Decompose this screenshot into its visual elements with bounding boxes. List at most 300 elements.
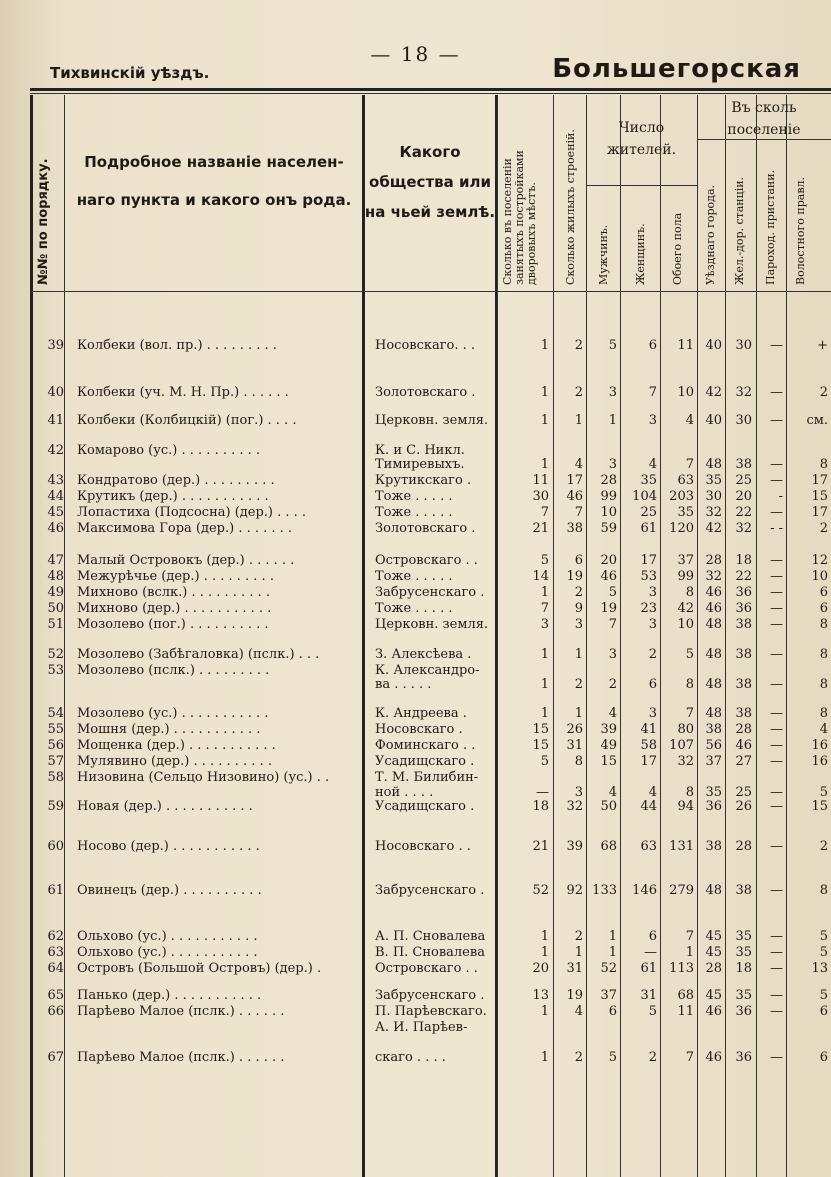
society-name: К. Александро- bbox=[375, 663, 480, 678]
cell-t: 203 bbox=[669, 489, 694, 504]
cell-r: 18 bbox=[735, 553, 752, 568]
cell-p: — bbox=[770, 647, 783, 662]
cell-m: 1 bbox=[608, 413, 617, 428]
cell-m: 20 bbox=[600, 553, 617, 568]
settlement-name: Кондратово (дер.) . . . . . . . . . bbox=[77, 473, 275, 488]
settlement-name: Межурѣчье (дер.) . . . . . . . . . bbox=[77, 569, 274, 584]
cell-m: 3 bbox=[608, 457, 617, 472]
cell-w: 4 bbox=[648, 457, 657, 472]
society-name: Носовскаго. . . bbox=[375, 338, 476, 353]
cell-t: 10 bbox=[677, 617, 694, 632]
society-name: Золотовскаго . bbox=[375, 521, 476, 536]
cell-m: 1 bbox=[608, 945, 617, 960]
cell-w: 61 bbox=[640, 521, 657, 536]
cell-u: 32 bbox=[705, 505, 722, 520]
cell-r: 28 bbox=[735, 839, 752, 854]
cell-u: 45 bbox=[705, 929, 722, 944]
cell-u: 45 bbox=[705, 945, 722, 960]
cell-b: 2 bbox=[574, 1050, 583, 1065]
cell-r: 35 bbox=[735, 988, 752, 1003]
cell-v: 17 bbox=[811, 473, 828, 488]
row-number: 54 bbox=[47, 706, 64, 721]
cell-u: 48 bbox=[705, 647, 722, 662]
society-name: В. П. Сновалева bbox=[375, 945, 485, 960]
cell-r: 18 bbox=[735, 961, 752, 976]
cell-v: 10 bbox=[811, 569, 828, 584]
cell-h: 1 bbox=[540, 585, 549, 600]
society-name: Церковн. земля. bbox=[375, 617, 489, 632]
cell-m: 4 bbox=[608, 706, 617, 721]
row-number: 65 bbox=[47, 988, 64, 1003]
cell-h: 1 bbox=[540, 413, 549, 428]
cell-b: 3 bbox=[574, 785, 583, 800]
cell-h: 7 bbox=[540, 601, 549, 616]
society-name: Островскаго . . bbox=[375, 553, 478, 568]
row-number: 63 bbox=[47, 945, 64, 960]
society-name: скаго . . . . bbox=[375, 1050, 446, 1065]
cell-v: 2 bbox=[819, 521, 828, 536]
cell-u: 46 bbox=[705, 1004, 722, 1019]
cell-p: — bbox=[770, 585, 783, 600]
top-rule-thin bbox=[30, 93, 831, 94]
cell-t: 7 bbox=[685, 1050, 694, 1065]
header-buildings: Сколько жилыхъ строеній. bbox=[564, 129, 577, 285]
settlement-name: Михново (вслк.) . . . . . . . . . . bbox=[77, 585, 270, 600]
row-number: 41 bbox=[47, 413, 64, 428]
row-number: 61 bbox=[47, 883, 64, 898]
row-number: 39 bbox=[47, 338, 64, 353]
cell-t: 35 bbox=[677, 505, 694, 520]
header-men: Мужчинъ. bbox=[597, 224, 610, 285]
cell-h: 1 bbox=[540, 677, 549, 692]
row-number: 47 bbox=[47, 553, 64, 568]
settlement-name: Мулявино (дер.) . . . . . . . . . . bbox=[77, 754, 272, 769]
cell-w: 31 bbox=[640, 988, 657, 1003]
cell-p: — bbox=[770, 413, 783, 428]
cell-m: 19 bbox=[600, 601, 617, 616]
settlement-name: Ольхово (ус.) . . . . . . . . . . . bbox=[77, 945, 258, 960]
society-name: К. и С. Никл. bbox=[375, 443, 465, 458]
cell-v: 15 bbox=[811, 489, 828, 504]
cell-t: 11 bbox=[677, 338, 694, 353]
cell-t: 63 bbox=[677, 473, 694, 488]
cell-v: 6 bbox=[819, 585, 828, 600]
row-number: 56 bbox=[47, 738, 64, 753]
cell-r: 27 bbox=[735, 754, 752, 769]
settlement-name: Колбеки (Колбицкій) (пог.) . . . . bbox=[77, 413, 297, 428]
header-society: Какого общества или на чьей землѣ. bbox=[364, 143, 496, 221]
cell-r: 35 bbox=[735, 945, 752, 960]
row-number: 52 bbox=[47, 647, 64, 662]
header-uezd: Уѣзднаго города. bbox=[704, 184, 717, 285]
row-number: 51 bbox=[47, 617, 64, 632]
cell-m: 50 bbox=[600, 799, 617, 814]
society-name: Т. М. Билибин- bbox=[375, 770, 479, 785]
cell-u: 37 bbox=[705, 754, 722, 769]
cell-u: 35 bbox=[705, 785, 722, 800]
cell-u: 40 bbox=[705, 413, 722, 428]
cell-b: 2 bbox=[574, 385, 583, 400]
cell-h: 1 bbox=[540, 457, 549, 472]
cell-v: 8 bbox=[819, 677, 828, 692]
cell-t: 131 bbox=[669, 839, 694, 854]
cell-r: 30 bbox=[735, 338, 752, 353]
cell-u: 45 bbox=[705, 988, 722, 1003]
row-number: 53 bbox=[47, 663, 64, 678]
volost-title: Большегорская bbox=[552, 54, 801, 84]
cell-v: 13 bbox=[811, 961, 828, 976]
row-number: 67 bbox=[47, 1050, 64, 1065]
society-name: ной . . . . bbox=[375, 785, 434, 800]
cell-h: 14 bbox=[532, 569, 549, 584]
cell-p: — bbox=[770, 706, 783, 721]
cell-m: 10 bbox=[600, 505, 617, 520]
cell-p: — bbox=[770, 385, 783, 400]
cell-u: 48 bbox=[705, 883, 722, 898]
cell-m: 52 bbox=[600, 961, 617, 976]
cell-r: 46 bbox=[735, 738, 752, 753]
settlement-name: Парѣево Малое (пслк.) . . . . . . bbox=[77, 1004, 285, 1019]
settlement-name: Мозолево (ус.) . . . . . . . . . . . bbox=[77, 706, 269, 721]
cell-p: — bbox=[770, 799, 783, 814]
cell-p: — bbox=[770, 785, 783, 800]
row-number: 40 bbox=[47, 385, 64, 400]
society-name: Забрусенскаго . bbox=[375, 883, 485, 898]
cell-b: 1 bbox=[574, 413, 583, 428]
cell-b: 2 bbox=[574, 338, 583, 353]
society-name: Островскаго . . bbox=[375, 961, 478, 976]
cell-u: 28 bbox=[705, 553, 722, 568]
cell-w: 4 bbox=[648, 785, 657, 800]
cell-t: 7 bbox=[685, 457, 694, 472]
cell-h: 1 bbox=[540, 929, 549, 944]
cell-h: 13 bbox=[532, 988, 549, 1003]
cell-p: — bbox=[770, 1004, 783, 1019]
cell-b: 38 bbox=[566, 521, 583, 536]
row-number: 43 bbox=[47, 473, 64, 488]
cell-t: 32 bbox=[677, 754, 694, 769]
settlement-name: Носово (дер.) . . . . . . . . . . . bbox=[77, 839, 260, 854]
row-number: 46 bbox=[47, 521, 64, 536]
cell-h: 5 bbox=[540, 553, 549, 568]
cell-w: 17 bbox=[640, 754, 657, 769]
cell-v: 8 bbox=[819, 883, 828, 898]
row-number: 62 bbox=[47, 929, 64, 944]
society-name: Тоже . . . . . bbox=[375, 569, 453, 584]
cell-u: 38 bbox=[705, 839, 722, 854]
header-vol: Волостного правл. bbox=[794, 176, 807, 285]
cell-p: — bbox=[770, 505, 783, 520]
cell-p: — bbox=[770, 883, 783, 898]
cell-r: 22 bbox=[735, 569, 752, 584]
cell-v: см. bbox=[806, 413, 828, 428]
settlement-name: Мозолево (пслк.) . . . . . . . . . bbox=[77, 663, 270, 678]
society-name: Фоминскаго . . bbox=[375, 738, 476, 753]
cell-b: 19 bbox=[566, 988, 583, 1003]
row-number: 64 bbox=[47, 961, 64, 976]
cell-r: 38 bbox=[735, 617, 752, 632]
cell-m: 46 bbox=[600, 569, 617, 584]
cell-b: 39 bbox=[566, 839, 583, 854]
cell-t: 37 bbox=[677, 553, 694, 568]
cell-w: 25 bbox=[640, 505, 657, 520]
cell-m: 4 bbox=[608, 785, 617, 800]
cell-r: 28 bbox=[735, 722, 752, 737]
cell-r: 20 bbox=[735, 489, 752, 504]
cell-p: — bbox=[770, 473, 783, 488]
cell-w: 2 bbox=[648, 1050, 657, 1065]
cell-u: 48 bbox=[705, 457, 722, 472]
cell-r: 38 bbox=[735, 706, 752, 721]
cell-t: 5 bbox=[685, 647, 694, 662]
cell-w: 146 bbox=[632, 883, 657, 898]
cell-m: 7 bbox=[608, 617, 617, 632]
cell-v: 12 bbox=[811, 553, 828, 568]
cell-m: 5 bbox=[608, 585, 617, 600]
cell-w: 7 bbox=[648, 385, 657, 400]
settlement-name: Островъ (Большой Островъ) (дер.) . bbox=[77, 961, 322, 976]
cell-b: 4 bbox=[574, 457, 583, 472]
cell-m: 37 bbox=[600, 988, 617, 1003]
cell-v: 5 bbox=[819, 945, 828, 960]
cell-w: 6 bbox=[648, 929, 657, 944]
row-number: 60 bbox=[47, 839, 64, 854]
cell-b: 2 bbox=[574, 677, 583, 692]
cell-b: 19 bbox=[566, 569, 583, 584]
cell-h: 1 bbox=[540, 945, 549, 960]
cell-t: 4 bbox=[685, 413, 694, 428]
cell-u: 35 bbox=[705, 473, 722, 488]
cell-w: 3 bbox=[648, 585, 657, 600]
cell-v: 2 bbox=[819, 385, 828, 400]
header-pier: Пароход. пристани. bbox=[764, 169, 777, 285]
cell-w: 3 bbox=[648, 413, 657, 428]
cell-r: 32 bbox=[735, 521, 752, 536]
society-name: Носовскаго . bbox=[375, 722, 463, 737]
cell-w: 104 bbox=[632, 489, 657, 504]
cell-r: 38 bbox=[735, 647, 752, 662]
cell-t: 8 bbox=[685, 677, 694, 692]
cell-t: 99 bbox=[677, 569, 694, 584]
cell-p: — bbox=[770, 961, 783, 976]
cell-w: 6 bbox=[648, 677, 657, 692]
cell-r: 22 bbox=[735, 505, 752, 520]
settlement-name: Мошня (дер.) . . . . . . . . . . . bbox=[77, 722, 261, 737]
cell-m: 28 bbox=[600, 473, 617, 488]
settlement-name: Мозолево (Забѣгаловка) (пслк.) . . . bbox=[77, 647, 320, 662]
cell-t: 94 bbox=[677, 799, 694, 814]
cell-w: 61 bbox=[640, 961, 657, 976]
cell-t: 10 bbox=[677, 385, 694, 400]
cell-h: 1 bbox=[540, 1050, 549, 1065]
header-women: Женщинъ. bbox=[634, 223, 647, 285]
settlement-name: Мощенка (дер.) . . . . . . . . . . . bbox=[77, 738, 276, 753]
cell-w: 3 bbox=[648, 706, 657, 721]
cell-p: — bbox=[770, 988, 783, 1003]
cell-b: 4 bbox=[574, 1004, 583, 1019]
society-name: П. Парѣевскаго. bbox=[375, 1004, 487, 1019]
cell-u: 46 bbox=[705, 601, 722, 616]
society-name: Золотовскаго . bbox=[375, 385, 476, 400]
society-name: З. Алексѣева . bbox=[375, 647, 472, 662]
cell-h: 15 bbox=[532, 722, 549, 737]
header-distance: Въ сколь поселеніе bbox=[727, 100, 801, 138]
row-number: 57 bbox=[47, 754, 64, 769]
header-rail: Жел.-дор. станціи. bbox=[733, 176, 746, 285]
cell-t: 42 bbox=[677, 601, 694, 616]
cell-v: 8 bbox=[819, 617, 828, 632]
cell-h: 7 bbox=[540, 505, 549, 520]
cell-u: 42 bbox=[705, 385, 722, 400]
cell-b: 32 bbox=[566, 799, 583, 814]
settlement-name: Колбеки (вол. пр.) . . . . . . . . . bbox=[77, 338, 277, 353]
cell-m: 49 bbox=[600, 738, 617, 753]
settlement-name: Мозолево (пог.) . . . . . . . . . . bbox=[77, 617, 269, 632]
settlement-name: Овинецъ (дер.) . . . . . . . . . . bbox=[77, 883, 262, 898]
cell-b: 9 bbox=[574, 601, 583, 616]
top-rule bbox=[30, 88, 831, 91]
settlement-table bbox=[30, 95, 831, 1177]
settlement-name: Максимова Гора (дер.) . . . . . . . bbox=[77, 521, 293, 536]
cell-t: 68 bbox=[677, 988, 694, 1003]
cell-u: 46 bbox=[705, 585, 722, 600]
settlement-name: Панько (дер.) . . . . . . . . . . . bbox=[77, 988, 262, 1003]
cell-b: 2 bbox=[574, 929, 583, 944]
cell-v: 8 bbox=[819, 457, 828, 472]
cell-u: 42 bbox=[705, 521, 722, 536]
cell-u: 36 bbox=[705, 799, 722, 814]
row-number: 48 bbox=[47, 569, 64, 584]
cell-p: — bbox=[770, 569, 783, 584]
cell-p: — bbox=[770, 677, 783, 692]
row-number: 50 bbox=[47, 601, 64, 616]
cell-h: 52 bbox=[532, 883, 549, 898]
society-name: Усадищскаго . bbox=[375, 799, 475, 814]
cell-w: — bbox=[644, 945, 657, 960]
settlement-name: Новая (дер.) . . . . . . . . . . . bbox=[77, 799, 253, 814]
cell-h: 5 bbox=[540, 754, 549, 769]
cell-t: 8 bbox=[685, 585, 694, 600]
cell-w: 44 bbox=[640, 799, 657, 814]
cell-v: 6 bbox=[819, 1050, 828, 1065]
cell-h: 1 bbox=[540, 338, 549, 353]
settlement-name: Парѣево Малое (пслк.) . . . . . . bbox=[77, 1050, 285, 1065]
row-number: 49 bbox=[47, 585, 64, 600]
cell-p: — bbox=[770, 553, 783, 568]
settlement-name: Колбеки (уч. М. Н. Пр.) . . . . . . bbox=[77, 385, 289, 400]
cell-p: — bbox=[770, 929, 783, 944]
cell-w: 53 bbox=[640, 569, 657, 584]
cell-t: 8 bbox=[685, 785, 694, 800]
cell-r: 35 bbox=[735, 929, 752, 944]
cell-r: 36 bbox=[735, 585, 752, 600]
cell-u: 48 bbox=[705, 706, 722, 721]
society-name: Забрусенскаго . bbox=[375, 585, 485, 600]
society-name: Тимиревыхъ. bbox=[375, 457, 465, 472]
cell-h: — bbox=[536, 785, 549, 800]
cell-w: 23 bbox=[640, 601, 657, 616]
cell-t: 80 bbox=[677, 722, 694, 737]
cell-v: 2 bbox=[819, 839, 828, 854]
cell-w: 41 bbox=[640, 722, 657, 737]
cell-m: 99 bbox=[600, 489, 617, 504]
cell-w: 2 bbox=[648, 647, 657, 662]
cell-p: — bbox=[770, 839, 783, 854]
cell-h: 1 bbox=[540, 1004, 549, 1019]
settlement-name: Михново (дер.) . . . . . . . . . . . bbox=[77, 601, 272, 616]
row-number: 59 bbox=[47, 799, 64, 814]
cell-m: 59 bbox=[600, 521, 617, 536]
society-name: Церковн. земля. bbox=[375, 413, 489, 428]
cell-v: 8 bbox=[819, 706, 828, 721]
cell-t: 113 bbox=[669, 961, 694, 976]
society-name: Усадищскаго . bbox=[375, 754, 475, 769]
cell-u: 46 bbox=[705, 1050, 722, 1065]
cell-b: 46 bbox=[566, 489, 583, 504]
cell-u: 38 bbox=[705, 722, 722, 737]
cell-v: 4 bbox=[819, 722, 828, 737]
cell-b: 2 bbox=[574, 585, 583, 600]
cell-p: — bbox=[770, 722, 783, 737]
society-name: Крутикскаго . bbox=[375, 473, 472, 488]
cell-h: 15 bbox=[532, 738, 549, 753]
cell-v: 6 bbox=[819, 1004, 828, 1019]
cell-m: 5 bbox=[608, 338, 617, 353]
cell-b: 92 bbox=[566, 883, 583, 898]
cell-h: 1 bbox=[540, 647, 549, 662]
cell-m: 3 bbox=[608, 647, 617, 662]
cell-r: 36 bbox=[735, 1050, 752, 1065]
cell-p: - - bbox=[770, 521, 783, 536]
cell-t: 107 bbox=[669, 738, 694, 753]
cell-b: 31 bbox=[566, 738, 583, 753]
cell-u: 56 bbox=[705, 738, 722, 753]
cell-b: 1 bbox=[574, 706, 583, 721]
row-number: 44 bbox=[47, 489, 64, 504]
society-name: Тоже . . . . . bbox=[375, 601, 453, 616]
cell-r: 25 bbox=[735, 473, 752, 488]
cell-w: 3 bbox=[648, 617, 657, 632]
cell-p: — bbox=[770, 601, 783, 616]
society-name: А. П. Сновалева bbox=[375, 929, 486, 944]
cell-v: 8 bbox=[819, 647, 828, 662]
cell-u: 28 bbox=[705, 961, 722, 976]
cell-m: 2 bbox=[608, 677, 617, 692]
cell-h: 3 bbox=[540, 617, 549, 632]
cell-m: 5 bbox=[608, 1050, 617, 1065]
cell-m: 68 bbox=[600, 839, 617, 854]
page-number: — 18 — bbox=[370, 42, 461, 66]
cell-b: 8 bbox=[574, 754, 583, 769]
settlement-name: Лопастиха (Подсосна) (дер.) . . . . bbox=[77, 505, 307, 520]
cell-v: 5 bbox=[819, 785, 828, 800]
row-number: 42 bbox=[47, 443, 64, 458]
society-name: Тоже . . . . . bbox=[375, 505, 453, 520]
cell-h: 1 bbox=[540, 385, 549, 400]
cell-h: 21 bbox=[532, 839, 549, 854]
row-number: 66 bbox=[47, 1004, 64, 1019]
row-number: 55 bbox=[47, 722, 64, 737]
cell-m: 1 bbox=[608, 929, 617, 944]
cell-b: 6 bbox=[574, 553, 583, 568]
cell-b: 17 bbox=[566, 473, 583, 488]
cell-p: — bbox=[770, 738, 783, 753]
cell-h: 21 bbox=[532, 521, 549, 536]
cell-w: 6 bbox=[648, 338, 657, 353]
cell-v: 17 bbox=[811, 505, 828, 520]
society-name: К. Андреева . bbox=[375, 706, 467, 721]
cell-r: 36 bbox=[735, 1004, 752, 1019]
